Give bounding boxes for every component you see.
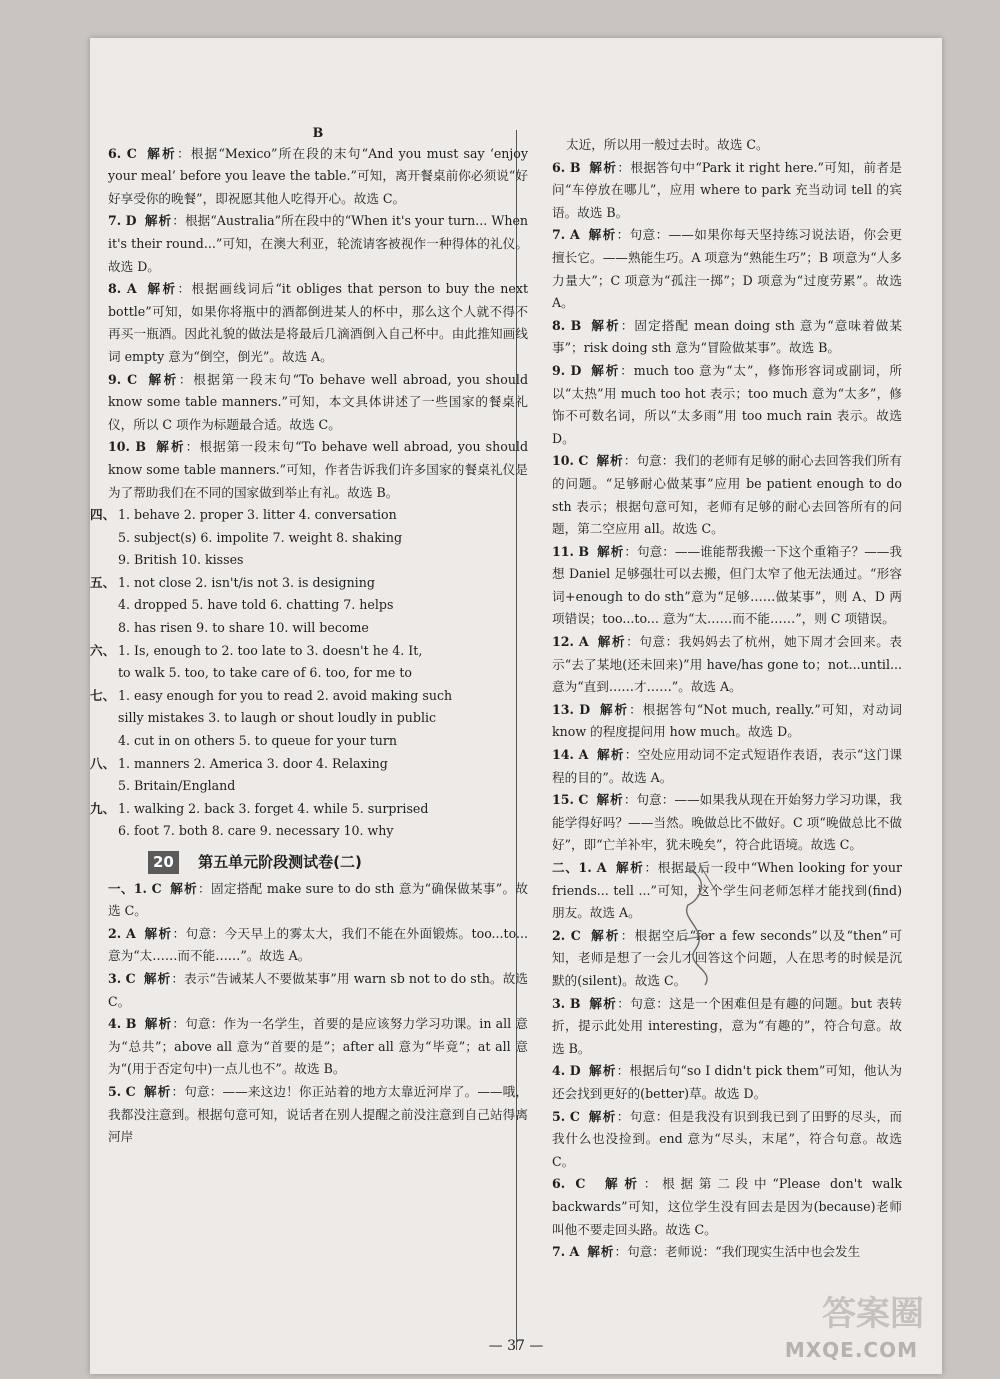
analysis-label: 解析 bbox=[615, 860, 645, 875]
left-column bbox=[90, 122, 529, 1149]
group-answers: 4. dropped 5. have told 6. chatting 7. helps bbox=[118, 597, 394, 613]
answer-item: 9. C 解析：根据第一段末句“To behave well abroad, you should know some table manners.”可知，本文具体讲述了一些国家的餐桌礼仪，所以 C 项作为标题最合适。故选 C。 bbox=[108, 371, 529, 432]
analysis-text: much too 意为“太”，修饰形容词或副词，所以“太热”用 much too hot 表示；too much 意为“太多”，修饰不可数名词，所以“太多雨”用 too much rain 表示。故选 D。 bbox=[552, 362, 903, 446]
group-answers: 1. manners 2. America 3. door 4. Relaxing bbox=[118, 755, 388, 771]
watermark-cn: 答案圈 bbox=[822, 1294, 924, 1334]
answer-number: 10. B bbox=[108, 439, 147, 455]
answer-number: 3. B bbox=[552, 995, 581, 1011]
answer-number: 5. C bbox=[108, 1083, 136, 1099]
group-number: 四、 bbox=[90, 507, 116, 523]
answer-item: 4. B 解析：句意：作为一名学生，首要的是应该努力学习功课。in all 意为“总共”；above all 意为“首要的是”；after all 意为“毕竟”；at all 意为“(用于否定句中)一点儿也不”。故选 B。 bbox=[108, 1016, 528, 1077]
scanned-page bbox=[90, 38, 942, 1374]
group-number: 八、 bbox=[90, 755, 116, 771]
unit-test-title: 第五单元阶段测试卷(二) bbox=[198, 853, 362, 871]
analysis-label: 解析 bbox=[148, 371, 179, 387]
group-answers: 8. has risen 9. to share 10. will become bbox=[118, 620, 369, 636]
analysis-text: 根据第一段末句“To behave well abroad, you should know some table manners.”可知，作者告诉我们许多国家的餐桌礼仪是为了帮助我们在不同的国家做到举止有礼。故选 B。 bbox=[108, 439, 529, 500]
group-line bbox=[108, 594, 528, 617]
answer-number: 6. C bbox=[552, 1176, 586, 1192]
analysis-text: 句意：我们的老师有足够的耐心去回答我们所有的问题。“足够耐心做某事”应用 be patient enough to do sth 表示；根据句意可知，老师有足够的耐心去回答所有的问题，第二空应用 all。故选 C。 bbox=[552, 453, 903, 537]
answer-number: 15. C bbox=[552, 792, 589, 808]
analysis-text: 固定搭配 make sure to do sth 意为“确保做某事”。故选 C。 bbox=[108, 880, 529, 919]
answer-item: 一、1. C 解析：固定搭配 make sure to do sth 意为“确保做某事”。故选 C。 bbox=[108, 880, 529, 919]
watermark-logo bbox=[754, 1286, 924, 1366]
answer-item: 3. B 解析：句意：这是一个困难但是有趣的问题。but 表转折，提示此处用 interesting，意为“有趣的”，符合句意。故选 B。 bbox=[552, 995, 902, 1056]
group-number: 六、 bbox=[90, 642, 116, 658]
answer-item bbox=[552, 134, 902, 157]
answer-item: 10. C 解析：句意：我们的老师有足够的耐心去回答我们所有的问题。“足够耐心做某事”应用 be patient enough to do sth 表示；根据句意可知，老师有足够的耐心去回答所有的问题，第二空应用 all。故选 C。 bbox=[552, 453, 903, 537]
analysis-text: 根据画线词后“it obliges that person to buy the next bottle”可知，如果你将瓶中的酒都倒进某人的杯中，那么这个人就不得不再买一瓶酒。因此礼貌的做法是将最后几滴酒倒入自己杯中。由此推知画线词 empty 意为“倒空，倒光”。故选 A。 bbox=[108, 281, 529, 364]
analysis-text: 太近，所以用一般过去时。故选 C。 bbox=[566, 137, 769, 152]
analysis-label: 解析 bbox=[156, 439, 186, 455]
group-answers: to walk 5. too, to take care of 6. too, for me to bbox=[118, 665, 412, 681]
page-number: — 37 — bbox=[488, 1338, 544, 1354]
analysis-label: 解析 bbox=[600, 701, 630, 717]
group-line bbox=[108, 820, 528, 843]
group-line bbox=[90, 640, 528, 663]
analysis-label: 解析 bbox=[604, 1176, 644, 1192]
answer-item: 2. C 解析：根据空后“for a few seconds”以及“then”可知，老师是想了一会儿才回答这个问题，人在思考的时候是沉默的(silent)。故选 C。 bbox=[552, 927, 902, 988]
answer-number: 二、1. A bbox=[552, 860, 607, 875]
analysis-label: 解析 bbox=[147, 145, 177, 161]
analysis-text: 根据答句中“Park it right here.”可知，前者是问“车停放在哪儿”，应用 where to park 充当动词 tell 的宾语。故选 B。 bbox=[552, 159, 902, 220]
analysis-text: 固定搭配 mean doing sth 意为“意味着做某事”；risk doing sth 意为“冒险做某事”。故选 B。 bbox=[552, 317, 902, 356]
answer-item: 13. D 解析：根据答句“Not much, really.”可知，对动词 know 的程度提问用 how much。故选 D。 bbox=[552, 701, 903, 740]
right-column bbox=[552, 134, 902, 1264]
answer-list-right bbox=[552, 134, 902, 1264]
answer-number: 3. C bbox=[108, 970, 136, 986]
analysis-text: 句意：今天早上的雾太大，我们不能在外面锻炼。too...to... 意为“太……而不能……”。故选 A。 bbox=[108, 925, 528, 964]
analysis-label: 解析 bbox=[588, 227, 617, 243]
analysis-label: 解析 bbox=[591, 927, 621, 943]
answer-item: 2. A 解析：句意：今天早上的雾太大，我们不能在外面锻炼。too...to... 意为“太……而不能……”。故选 A。 bbox=[108, 925, 528, 964]
answer-number: 2. C bbox=[552, 927, 581, 943]
group-answers: 6. foot 7. both 8. care 9. necessary 10. why bbox=[118, 823, 394, 839]
analysis-text: 根据后句“so I didn't pick them”可知，他认为还会找到更好的(better)草。故选 D。 bbox=[552, 1063, 903, 1101]
analysis-label: 解析 bbox=[144, 1016, 173, 1032]
analysis-label: 解析 bbox=[147, 281, 178, 297]
answer-item: 11. B 解析：句意：——谁能帮我搬一下这个重箱子？——我想 Daniel 足够强壮可以去搬，但门太窄了他无法通过。“形容词+enough to do sth”意为“足够……做某事”，则 A、D 两项错误；too...to... 意为“太……而不能……”，则 C 项错误。 bbox=[552, 543, 903, 627]
group-line bbox=[90, 685, 528, 708]
analysis-text: 根据最后一段中“When looking for your friends... tell ...”可知，这个学生问老师怎样才能找到(find)朋友。故选 A。 bbox=[552, 860, 903, 921]
analysis-text: 根据“Mexico”所在段的末句“And you must say ‘enjoy your meal’ before you leave the table.”可知，离开餐桌前你必须说“好好享受你的晚餐”，即祝愿其他人吃得开心。故选 C。 bbox=[108, 145, 528, 206]
analysis-label: 解析 bbox=[144, 925, 173, 941]
analysis-label: 解析 bbox=[597, 634, 627, 650]
answer-number: 12. A bbox=[552, 634, 589, 650]
unit-test-header bbox=[148, 851, 528, 874]
analysis-text: 句意：作为一名学生，首要的是应该努力学习功课。in all 意为“总共”；above all 意为“首要的是”；after all 意为“毕竟”；at all 意为“(用于否定句中)一点儿也不”。故选 B。 bbox=[108, 1016, 528, 1077]
unit-number-badge: 20 bbox=[148, 851, 179, 874]
group-answers: 5. Britain/England bbox=[118, 778, 236, 794]
answer-number: 13. D bbox=[552, 701, 591, 717]
group-line bbox=[108, 730, 528, 753]
group-line bbox=[108, 549, 528, 572]
group-number: 七、 bbox=[90, 687, 116, 703]
analysis-label: 解析 bbox=[144, 1083, 172, 1099]
analysis-label: 解析 bbox=[589, 995, 618, 1011]
answer-item: 10. B 解析：根据第一段末句“To behave well abroad, you should know some table manners.”可知，作者告诉我们许多国家的餐桌礼仪是为了帮助我们在不同的国家做到举止有礼。故选 B。 bbox=[108, 439, 529, 500]
analysis-label: 解析 bbox=[597, 543, 625, 559]
answer-item: 3. C 解析：表示“告诫某人不要做某事”用 warn sb not to do sth。故选 C。 bbox=[108, 970, 529, 1009]
answer-number: 8. B bbox=[552, 317, 582, 333]
answer-number: 7. A bbox=[552, 1244, 580, 1260]
analysis-text: 句意：——如果我从现在开始努力学习功课，我能学得好吗？——当然。晚做总比不做好。C 项“晚做总比不做好”，即“亡羊补牢，犹未晚矣”，符合此语境。故选 C。 bbox=[552, 792, 903, 853]
group-line bbox=[108, 775, 528, 798]
group-answers: 1. behave 2. proper 3. litter 4. conversation bbox=[118, 507, 397, 523]
analysis-text: 根据答句“Not much, really.”可知，对动词 know 的程度提问用 how much。故选 D。 bbox=[552, 701, 903, 740]
analysis-label: 解析 bbox=[591, 362, 621, 378]
analysis-text: 句意：但是我没有识到我已到了田野的尽头，而我什么也没捡到。end 意为“尽头，末尾”，符合句意。故选 C。 bbox=[552, 1108, 903, 1169]
answer-number: 2. A bbox=[108, 925, 136, 941]
analysis-label: 解析 bbox=[143, 970, 172, 986]
analysis-text: 句意：这是一个困难但是有趣的问题。but 表转折，提示此处用 interesting，意为“有趣的”，符合句意。故选 B。 bbox=[552, 995, 902, 1056]
answer-number: 10. C bbox=[552, 453, 589, 469]
answer-list-left-2 bbox=[108, 878, 528, 1149]
group-answers: 4. cut in on others 5. to queue for your turn bbox=[118, 733, 398, 749]
group-line bbox=[90, 798, 528, 821]
group-answers: silly mistakes 3. to laugh or shout loudly in public bbox=[118, 710, 437, 726]
answer-item: 7. A 解析：句意：——如果你每天坚持练习说法语，你会更擅长它。——熟能生巧。A 项意为“熟能生巧”；B 项意为“人多力量大”；C 项意为“孤注一掷”；D 项意为“过度劳累”。故选 A。 bbox=[552, 227, 903, 311]
group-line bbox=[90, 504, 528, 527]
analysis-text: 空处应用动词不定式短语作表语，表示“这门课程的目的”。故选 A。 bbox=[552, 747, 902, 785]
group-line bbox=[108, 662, 528, 685]
group-line bbox=[108, 527, 528, 550]
answer-number: 5. C bbox=[552, 1108, 580, 1124]
analysis-text: 句意：我妈妈去了杭州，她下周才会回来。表示“去了某地(还未回来)”用 have/has gone to；not...until... 意为“直到……才……”。故选 A。 bbox=[552, 634, 903, 695]
section-heading: B bbox=[312, 125, 324, 140]
answer-number: 4. D bbox=[552, 1063, 581, 1079]
analysis-label: 解析 bbox=[144, 213, 173, 229]
fill-in-groups bbox=[90, 504, 528, 843]
analysis-label: 解析 bbox=[591, 317, 621, 333]
answer-item: 6. C 解析：根据“Mexico”所在段的末句“And you must say ‘enjoy your meal’ before you leave the table.”可知，离开餐桌前你必须说“好好享受你的晚餐”，即祝愿其他人吃得开心。故选 C。 bbox=[108, 145, 528, 206]
answer-item: 5. C 解析：句意：——来这边！你正站着的地方太靠近河岸了。——哦，我都没注意到。根据句意可知，说话者在别人提醒之前没注意到自己站得离河岸 bbox=[108, 1083, 529, 1145]
analysis-label: 解析 bbox=[596, 792, 624, 808]
analysis-label: 解析 bbox=[596, 747, 625, 763]
answer-item: 9. D 解析：much too 意为“太”，修饰形容词或副词，所以“太热”用 much too hot 表示；too much 意为“太多”，修饰不可数名词，所以“太多雨”用 too much rain 表示。故选 D。 bbox=[552, 362, 903, 446]
group-line bbox=[108, 617, 528, 640]
answer-item: 6. B 解析：根据答句中“Park it right here.”可知，前者是问“车停放在哪儿”，应用 where to park 充当动词 tell 的宾语。故选 B。 bbox=[552, 159, 902, 220]
analysis-text: 句意：老师说：“我们现实生活中也会发生 bbox=[627, 1244, 861, 1260]
group-number: 五、 bbox=[90, 574, 116, 590]
answer-number: 4. B bbox=[108, 1016, 137, 1032]
group-answers: 1. not close 2. isn't/is not 3. is designing bbox=[118, 574, 375, 590]
answer-number: 11. B bbox=[552, 543, 589, 559]
group-answers: 9. British 10. kisses bbox=[118, 552, 244, 568]
group-number: 九、 bbox=[90, 800, 116, 816]
group-line bbox=[108, 707, 528, 730]
answer-item: 5. C 解析：句意：但是我没有识到我已到了田野的尽头，而我什么也没捡到。end 意为“尽头，末尾”，符合句意。故选 C。 bbox=[552, 1108, 903, 1169]
answer-item: 7. A 解析：句意：老师说：“我们现实生活中也会发生 bbox=[552, 1244, 861, 1260]
group-answers: 1. easy enough for you to read 2. avoid making such bbox=[118, 687, 453, 703]
answer-item: 12. A 解析：句意：我妈妈去了杭州，她下周才会回来。表示“去了某地(还未回来)”用 have/has gone to；not...until... 意为“直到……才……”。故选 A。 bbox=[552, 634, 903, 695]
answer-item: 4. D 解析：根据后句“so I didn't pick them”可知，他认为还会找到更好的(better)草。故选 D。 bbox=[552, 1063, 903, 1101]
group-line bbox=[90, 572, 528, 595]
answer-list-left bbox=[108, 143, 528, 505]
analysis-label: 解析 bbox=[589, 159, 618, 175]
group-line bbox=[90, 753, 528, 776]
analysis-text: 句意：——来这边！你正站着的地方太靠近河岸了。——哦，我都没注意到。根据句意可知，说话者在别人提醒之前没注意到自己站得离河岸 bbox=[108, 1083, 529, 1145]
analysis-text: 根据第二段中“Please don't walk backwards”可知，这位学生没有回去是因为(because)老师叫他不要走回头路。故选 C。 bbox=[552, 1176, 902, 1237]
analysis-text: 根据第一段末句“To behave well abroad, you should know some table manners.”可知，本文具体讲述了一些国家的餐桌礼仪，所以 C 项作为标题最合适。故选 C。 bbox=[108, 371, 529, 432]
answer-item: 8. B 解析：固定搭配 mean doing sth 意为“意味着做某事”；risk doing sth 意为“冒险做某事”。故选 B。 bbox=[552, 317, 902, 356]
analysis-text: 表示“告诫某人不要做某事”用 warn sb not to do sth。故选 C。 bbox=[108, 970, 529, 1009]
analysis-text: 句意：——谁能帮我搬一下这个重箱子？——我想 Daniel 足够强壮可以去搬，但门太窄了他无法通过。“形容词+enough to do sth”意为“足够……做某事”，则 A、D 两项错误；too...to... 意为“太……而不能……”，则 C 项错误。 bbox=[552, 543, 903, 627]
answer-item: 二、1. A 解析：根据最后一段中“When looking for your friends... tell ...”可知，这个学生问老师怎样才能找到(find)朋友。故选 A。 bbox=[552, 860, 903, 921]
answer-number: 6. B bbox=[552, 159, 581, 175]
answer-item: 15. C 解析：句意：——如果我从现在开始努力学习功课，我能学得好吗？——当然。晚做总比不做好。C 项“晚做总比不做好”，即“亡羊补牢，犹未晚矣”，符合此语境。故选 C。 bbox=[552, 792, 903, 853]
answer-number: 7. A bbox=[552, 227, 580, 243]
analysis-label: 解析 bbox=[587, 1244, 615, 1260]
pen-scribble-icon bbox=[670, 860, 740, 990]
answer-item: 7. D 解析：根据“Australia”所在段中的“When it's your turn... When it's their round...”可知，在澳大利亚，轮流请客被视作一种得体的礼仪。故选 D。 bbox=[108, 213, 529, 274]
answer-item: 14. A 解析：空处应用动词不定式短语作表语，表示“这门课程的目的”。故选 A。 bbox=[552, 747, 902, 785]
answer-number: 6. C bbox=[108, 145, 137, 161]
answer-item: 8. A 解析：根据画线词后“it obliges that person to buy the next bottle”可知，如果你将瓶中的酒都倒进某人的杯中，那么这个人就不得不再买一瓶酒。因此礼貌的做法是将最后几滴酒倒入自己杯中。由此推知画线词 empty 意为“倒空，倒光”。故选 A。 bbox=[108, 281, 529, 364]
analysis-label: 解析 bbox=[170, 880, 199, 896]
answer-number: 14. A bbox=[552, 747, 589, 763]
answer-number: 9. C bbox=[108, 371, 138, 387]
group-answers: 5. subject(s) 6. impolite 7. weight 8. shaking bbox=[118, 529, 403, 545]
analysis-text: 句意：——如果你每天坚持练习说法语，你会更擅长它。——熟能生巧。A 项意为“熟能生巧”；B 项意为“人多力量大”；C 项意为“孤注一掷”；D 项意为“过度劳累”。故选 A。 bbox=[552, 227, 903, 311]
analysis-label: 解析 bbox=[589, 1063, 617, 1079]
group-answers: 1. Is, enough to 2. too late to 3. doesn't he 4. It, bbox=[118, 642, 423, 658]
group-answers: 1. walking 2. back 3. forget 4. while 5. surprised bbox=[118, 800, 429, 816]
watermark-url: MXQE.COM bbox=[784, 1338, 918, 1362]
analysis-label: 解析 bbox=[588, 1108, 617, 1124]
analysis-text: 根据空后“for a few seconds”以及“then”可知，老师是想了一会儿才回答这个问题，人在思考的时候是沉默的(silent)。故选 C。 bbox=[552, 927, 902, 988]
analysis-label: 解析 bbox=[596, 453, 624, 469]
answer-number: 一、1. C bbox=[108, 880, 162, 896]
answer-number: 7. D bbox=[108, 213, 137, 229]
analysis-text: 根据“Australia”所在段中的“When it's your turn... When it's their round...”可知，在澳大利亚，轮流请客被视作一种得体的礼仪。故选 D。 bbox=[108, 213, 529, 274]
answer-number: 8. A bbox=[108, 281, 137, 297]
answer-item: 6. C 解析：根据第二段中“Please don't walk backwards”可知，这位学生没有回去是因为(because)老师叫他不要走回头路。故选 C。 bbox=[552, 1176, 902, 1237]
answer-number: 9. D bbox=[552, 362, 582, 378]
